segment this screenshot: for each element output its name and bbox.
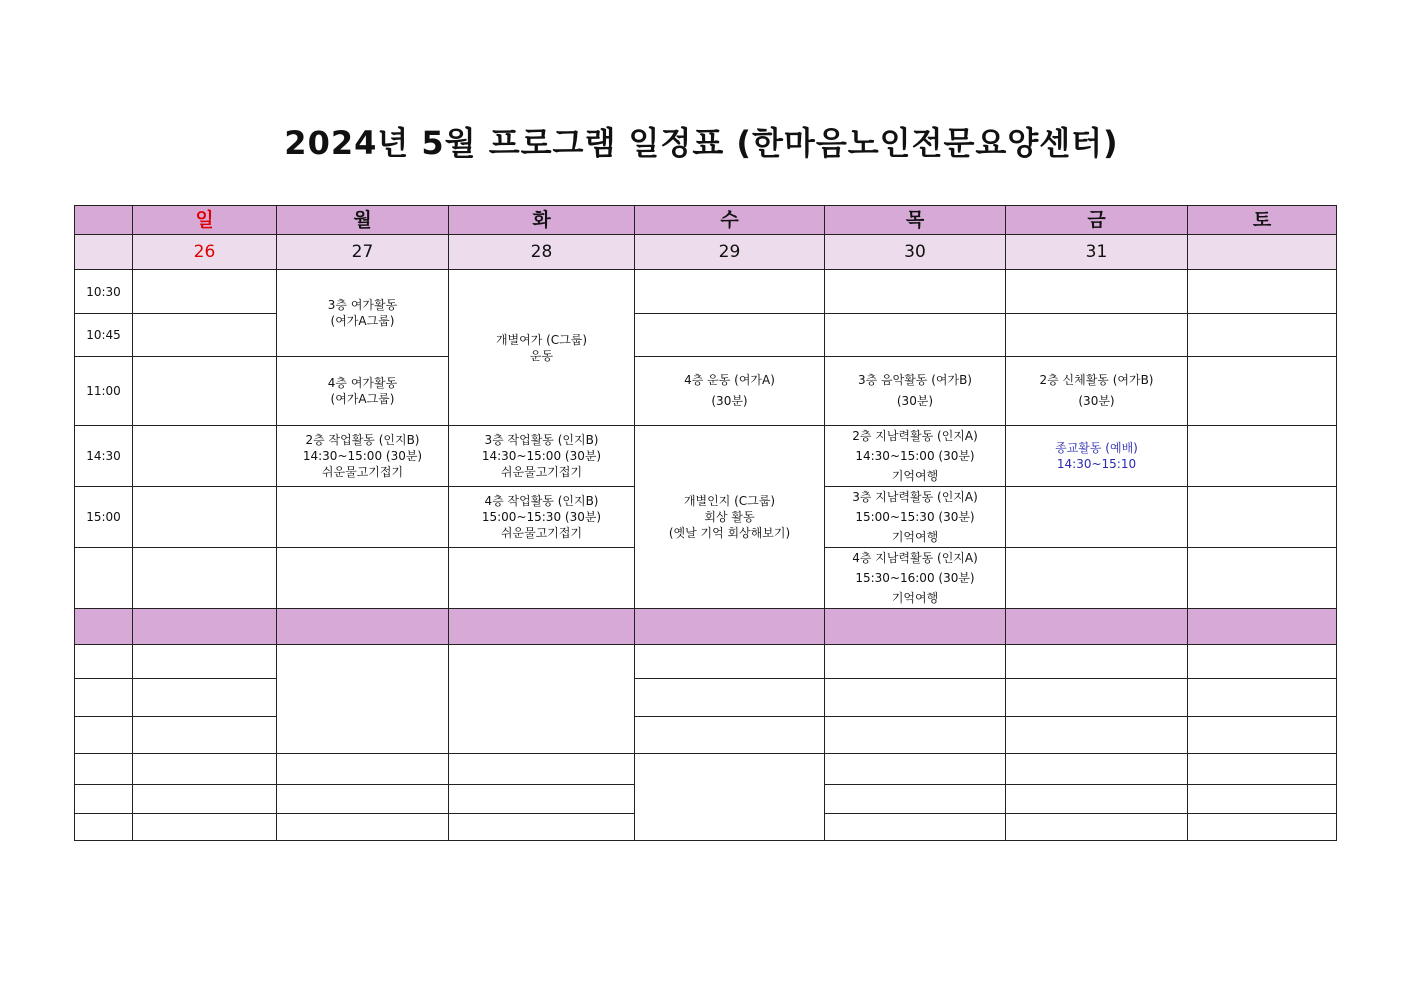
empty-cell bbox=[277, 548, 449, 609]
event-tue-am: 개별여가 (C그룹) 운동 bbox=[449, 270, 635, 426]
date-row bbox=[75, 235, 1337, 270]
event-mon-am2: 4층 여가활동 (여가A그룹) bbox=[277, 357, 449, 426]
event-thu-am: 3층 음악활동 (여가B) (30분) bbox=[825, 357, 1006, 426]
day-header-fri: 금 bbox=[1006, 206, 1188, 235]
date-sat bbox=[1188, 235, 1337, 270]
separator-band bbox=[75, 609, 1337, 645]
weekday-header-row bbox=[75, 206, 1337, 235]
time-label: 10:30 bbox=[75, 270, 133, 314]
event-thu-pm3: 4층 지남력활동 (인지A) 15:30~16:00 (30분) 기억여행 bbox=[825, 548, 1006, 609]
date-fri: 31 bbox=[1006, 235, 1188, 270]
empty-cell bbox=[133, 270, 277, 314]
empty-cell bbox=[1188, 426, 1337, 487]
event-mon-pm1: 2층 작업활동 (인지B) 14:30~15:00 (30분) 쉬운물고기접기 bbox=[277, 426, 449, 487]
event-mon-am1: 3층 여가활동 (여가A그룹) bbox=[277, 270, 449, 357]
empty-cell bbox=[1188, 314, 1337, 357]
blank-row bbox=[75, 679, 1337, 717]
empty-cell bbox=[1006, 487, 1188, 548]
date-sun: 26 bbox=[133, 235, 277, 270]
time-label: 14:30 bbox=[75, 426, 133, 487]
date-corner-cell bbox=[75, 235, 133, 270]
empty-cell bbox=[1188, 487, 1337, 548]
empty-cell bbox=[1006, 314, 1188, 357]
event-tue-pm2: 4층 작업활동 (인지B) 15:00~15:30 (30분) 쉬운물고기접기 bbox=[449, 487, 635, 548]
blank-row bbox=[75, 754, 1337, 785]
day-header-tue: 화 bbox=[449, 206, 635, 235]
empty-cell bbox=[133, 548, 277, 609]
merged-blank-cell bbox=[277, 645, 449, 754]
empty-cell bbox=[277, 487, 449, 548]
empty-cell bbox=[449, 548, 635, 609]
event-thu-pm1: 2층 지남력활동 (인지A) 14:30~15:00 (30분) 기억여행 bbox=[825, 426, 1006, 487]
day-header-thu: 목 bbox=[825, 206, 1006, 235]
empty-cell bbox=[1188, 270, 1337, 314]
empty-cell bbox=[825, 314, 1006, 357]
time-label: 10:45 bbox=[75, 314, 133, 357]
empty-cell bbox=[133, 426, 277, 487]
day-header-mon: 월 bbox=[277, 206, 449, 235]
time-label: 11:00 bbox=[75, 357, 133, 426]
event-tue-pm1: 3층 작업활동 (인지B) 14:30~15:00 (30분) 쉬운물고기접기 bbox=[449, 426, 635, 487]
empty-cell bbox=[1188, 548, 1337, 609]
empty-cell bbox=[635, 314, 825, 357]
blank-row bbox=[75, 717, 1337, 754]
empty-cell bbox=[133, 487, 277, 548]
day-header-wed: 수 bbox=[635, 206, 825, 235]
day-header-sun: 일 bbox=[133, 206, 277, 235]
time-row-1045 bbox=[75, 314, 1337, 357]
date-thu: 30 bbox=[825, 235, 1006, 270]
time-row-1030 bbox=[75, 270, 1337, 314]
page-title: 2024년 5월 프로그램 일정표 (한마음노인전문요양센터) bbox=[284, 124, 1119, 162]
empty-time-cell bbox=[75, 548, 133, 609]
event-fri-am: 2층 신체활동 (여가B) (30분) bbox=[1006, 357, 1188, 426]
event-fri-pm: 종교활동 (예배) 14:30~15:10 bbox=[1006, 426, 1188, 487]
merged-blank-cell bbox=[449, 645, 635, 754]
empty-cell bbox=[133, 357, 277, 426]
date-wed: 29 bbox=[635, 235, 825, 270]
time-row-1100 bbox=[75, 357, 1337, 426]
empty-cell bbox=[1006, 548, 1188, 609]
event-thu-pm2: 3층 지남력활동 (인지A) 15:00~15:30 (30분) 기억여행 bbox=[825, 487, 1006, 548]
day-header-sat: 토 bbox=[1188, 206, 1337, 235]
empty-cell bbox=[1006, 270, 1188, 314]
event-wed-pm: 개별인지 (C그룹) 회상 활동 (옛날 기억 회상해보기) bbox=[635, 426, 825, 609]
date-mon: 27 bbox=[277, 235, 449, 270]
schedule-table bbox=[74, 205, 1337, 841]
event-wed-am: 4층 운동 (여가A) (30분) bbox=[635, 357, 825, 426]
time-row-1430 bbox=[75, 426, 1337, 487]
empty-cell bbox=[133, 314, 277, 357]
date-tue: 28 bbox=[449, 235, 635, 270]
empty-cell bbox=[635, 270, 825, 314]
empty-cell bbox=[825, 270, 1006, 314]
corner-cell bbox=[75, 206, 133, 235]
merged-blank-cell bbox=[635, 754, 825, 841]
empty-cell bbox=[1188, 357, 1337, 426]
blank-row bbox=[75, 645, 1337, 679]
time-label: 15:00 bbox=[75, 487, 133, 548]
